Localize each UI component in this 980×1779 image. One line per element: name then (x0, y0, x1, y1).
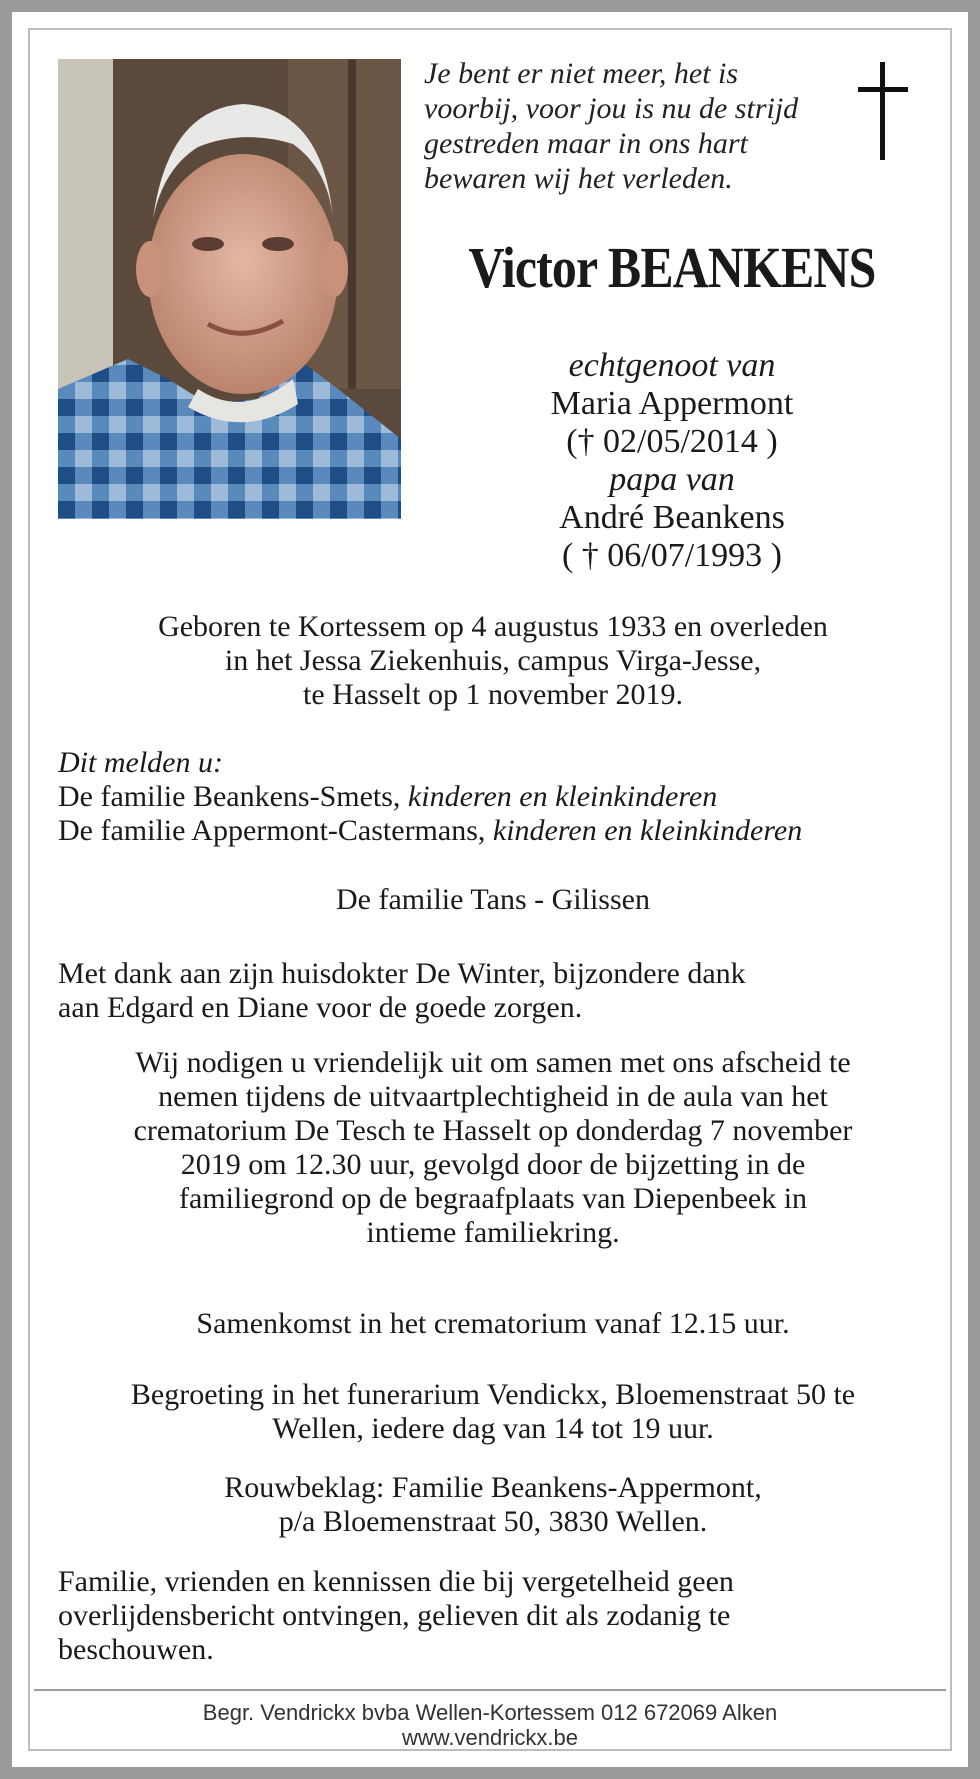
announce-heading: Dit melden u: (58, 746, 223, 779)
relation-line: papa van (609, 461, 735, 498)
relation-line: André Beankens (559, 499, 785, 536)
gathering-info: Samenkomst in het crematorium vanaf 12.15 uur. (196, 1307, 790, 1340)
text-line: Rouwbeklag: Familie Beankens-Appermont, (224, 1471, 762, 1504)
text-line: Wij nodigen u vriendelijk uit om samen met ons afscheid te (135, 1046, 851, 1079)
visitation-block (58, 1378, 928, 1446)
relation-line: Maria Appermont (550, 385, 794, 422)
portrait-photo (58, 59, 401, 519)
deceased-name: Victor BEANKENS (468, 235, 876, 300)
footer-website[interactable]: www.vendrickx.be (401, 1725, 579, 1750)
extra-family: De familie Tans - Gilissen (336, 883, 650, 916)
condolence-block (58, 1471, 928, 1539)
relations-block (412, 347, 932, 575)
relation-line: ( † 06/07/1993 ) (561, 537, 783, 574)
family-line: De familie Beankens-Smets, kinderen en kleinkinderen (58, 780, 718, 813)
text-line: in het Jessa Ziekenhuis, campus Virga-Jesse, (224, 644, 762, 677)
funeral-home-footer (12, 1700, 968, 1750)
text-line: Begroeting in het funerarium Vendickx, Bloemenstraat 50 te (130, 1378, 856, 1411)
text-line: intieme familiekring. (366, 1216, 620, 1249)
text-line: p/a Bloemenstraat 50, 3830 Wellen. (278, 1505, 708, 1538)
footer-divider (34, 1689, 946, 1691)
obituary-card (12, 12, 968, 1767)
text-line: Met dank aan zijn huisdokter De Winter, bijzondere dank (58, 957, 746, 990)
text-line: overlijdensbericht ontvingen, gelieven dit als zodanig te (58, 1599, 731, 1632)
text-line: te Hasselt op 1 november 2019. (303, 678, 683, 711)
announcement-block (58, 746, 928, 848)
text-line: crematorium De Tesch te Hasselt op donderdag 7 november (133, 1114, 853, 1147)
relation-line: († 02/05/2014 ) (566, 423, 778, 460)
text-line: Geboren te Kortessem op 4 augustus 1933 en overleden (158, 610, 828, 643)
text-line: nemen tijdens de uitvaartplechtigheid in de aula van het (158, 1080, 828, 1113)
relation-line: echtgenoot van (568, 347, 776, 384)
invitation-block (58, 1046, 928, 1250)
text-line: aan Edgard en Diane voor de goede zorgen. (58, 991, 583, 1024)
birth-death-info (58, 610, 928, 712)
cross-icon (858, 62, 908, 160)
text-line: beschouwen. (58, 1633, 214, 1666)
memorial-poem: Je bent er niet meer, het is voorbij, voor jou is nu de strijd gestreden maar in ons hart bewaren wij het verleden. (424, 57, 799, 195)
text-line: Wellen, iedere dag van 14 tot 19 uur. (272, 1412, 714, 1445)
text-line: familiegrond op de begraafplaats van Diepenbeek in (178, 1182, 808, 1215)
family-line: De familie Appermont-Castermans, kinderen en kleinkinderen (58, 814, 803, 847)
text-line: Familie, vrienden en kennissen die bij vergetelheid geen (58, 1565, 734, 1598)
closing-block (58, 1565, 928, 1667)
portrait-image (58, 59, 401, 519)
footer-line1: Begr. Vendrickx bvba Wellen-Kortessem 012 672069 Alken (202, 1700, 778, 1725)
text-line: 2019 om 12.30 uur, gevolgd door de bijzetting in de (180, 1148, 806, 1181)
thanks-block (58, 957, 928, 1025)
